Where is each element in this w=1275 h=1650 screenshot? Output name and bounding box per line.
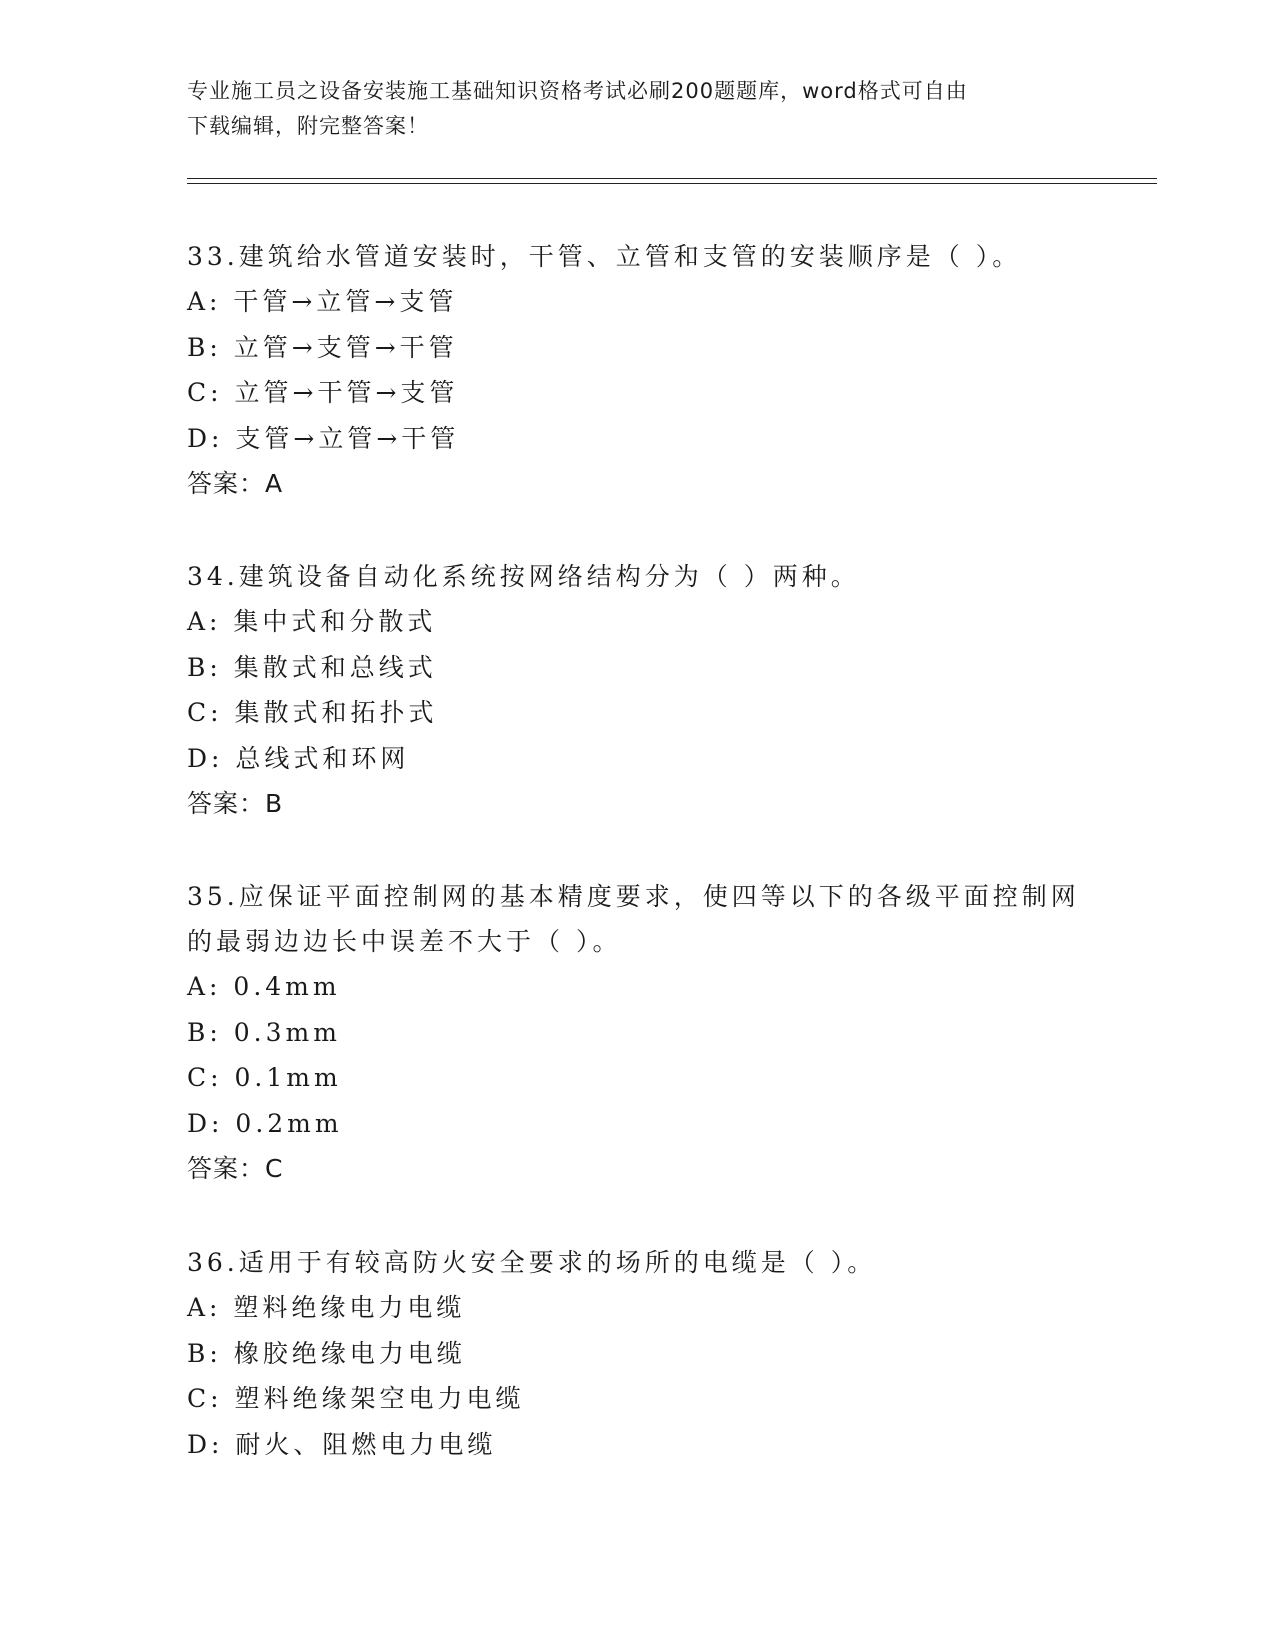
header-title-line-1: 专业施工员之设备安装施工基础知识资格考试必刷200题题库，word格式可自由 <box>187 79 968 103</box>
option-c: C: 集散式和拓扑式 <box>187 698 438 727</box>
question-35 <box>187 874 1087 1191</box>
option-d: D: 0.2mm <box>187 1108 343 1138</box>
option-c: C: 0.1mm <box>187 1063 342 1092</box>
option-c: C: 立管→干管→支管 <box>187 378 459 407</box>
header-divider-bottom <box>187 183 1157 184</box>
question-stem-line-1: 35.应保证平面控制网的基本精度要求，使四等以下的各级平面控制网 <box>187 882 1080 911</box>
option-a: A: 干管→立管→支管 <box>187 287 458 316</box>
option-d: D: 耐火、阻燃电力电缆 <box>187 1429 497 1459</box>
question-stem: 34.建筑设备自动化系统按网络结构分为（ ）两种。 <box>187 562 860 591</box>
answer-line: 答案：C <box>187 1154 284 1183</box>
question-stem: 36.适用于有较高防火安全要求的场所的电缆是（ ）。 <box>187 1248 877 1277</box>
header-title-line-2: 下载编辑，附完整答案！ <box>187 114 429 138</box>
question-36 <box>187 1240 1087 1467</box>
header-divider-top <box>187 178 1157 179</box>
option-b: B: 橡胶绝缘电力电缆 <box>187 1338 466 1368</box>
option-a: A: 0.4mm <box>187 972 341 1001</box>
document-header <box>187 74 1067 144</box>
option-b: B: 0.3mm <box>187 1017 341 1047</box>
option-d: D: 支管→立管→干管 <box>187 423 460 453</box>
option-b: B: 集散式和总线式 <box>187 652 437 682</box>
option-d: D: 总线式和环网 <box>187 743 410 773</box>
option-b: B: 立管→支管→干管 <box>187 332 458 362</box>
option-a: A: 塑料绝缘电力电缆 <box>187 1293 466 1322</box>
question-33 <box>187 234 1087 506</box>
question-34 <box>187 554 1087 826</box>
question-stem: 33.建筑给水管道安装时，干管、立管和支管的安装顺序是（ ）。 <box>187 242 1022 271</box>
answer-line: 答案：A <box>187 469 284 498</box>
answer-line: 答案：B <box>187 789 284 818</box>
option-a: A: 集中式和分散式 <box>187 607 437 636</box>
question-stem-line-2: 的最弱边边长中误差不大于（ ）。 <box>187 927 622 956</box>
option-c: C: 塑料绝缘架空电力电缆 <box>187 1384 525 1413</box>
